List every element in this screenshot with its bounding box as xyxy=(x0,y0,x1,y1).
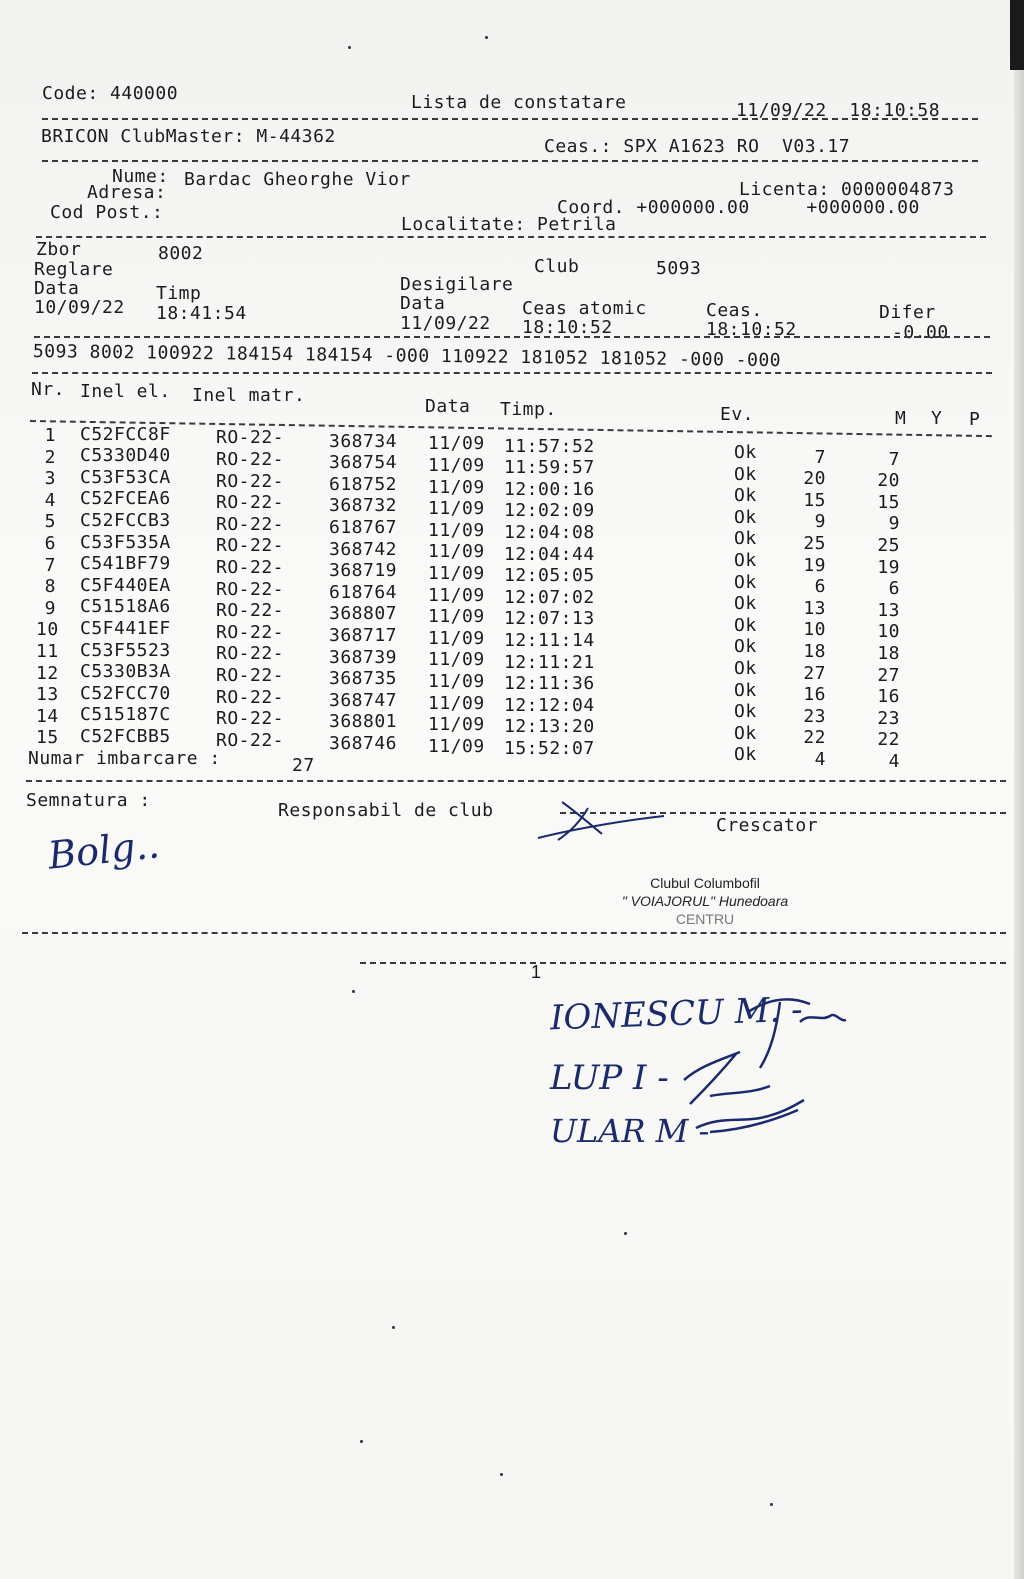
stamp-line-1: Clubul Columbofil xyxy=(650,875,760,891)
cell-y: 22 xyxy=(877,729,900,751)
cell-el: C53F5523 xyxy=(80,639,171,661)
cell-y: 23 xyxy=(877,707,900,729)
cell-nr: 12 xyxy=(36,662,59,684)
cell-data: 11/09 xyxy=(428,692,485,714)
cell-timp: 12:11:36 xyxy=(504,673,595,695)
cell-el: C52FCCB3 xyxy=(80,510,171,532)
cell-matr: 368801 xyxy=(329,711,398,733)
cell-pref: RO-22- xyxy=(216,665,285,687)
col-inel-el: Inel el. xyxy=(80,381,171,402)
cell-ev: Ok xyxy=(734,441,757,463)
cell-ev: Ok xyxy=(734,485,757,507)
cell-nr: 5 xyxy=(44,511,56,533)
cell-matr: 368717 xyxy=(329,625,398,647)
cell-data: 11/09 xyxy=(428,563,485,584)
cell-timp: 11:59:57 xyxy=(504,457,595,479)
cell-data: 11/09 xyxy=(428,606,485,628)
cell-m: 13 xyxy=(803,597,826,619)
speck xyxy=(770,1503,773,1506)
scan-corner xyxy=(1010,0,1024,70)
cell-pref: RO-22- xyxy=(216,470,285,492)
cell-data: 11/09 xyxy=(428,476,485,498)
cell-pref: RO-22- xyxy=(216,729,285,751)
cell-pref: RO-22- xyxy=(216,492,285,514)
cell-nr: 15 xyxy=(36,727,59,749)
cell-y: 18 xyxy=(877,643,900,665)
cell-el: C515187C xyxy=(80,704,171,726)
cell-matr: 618752 xyxy=(329,473,398,495)
speck xyxy=(352,990,355,993)
speck xyxy=(392,1326,395,1329)
col-ev: Ev. xyxy=(720,404,755,425)
cell-data: 11/09 xyxy=(428,498,485,520)
flight-number: 8002 xyxy=(158,243,204,264)
cell-el: C5330D40 xyxy=(80,445,171,467)
cell-y: 27 xyxy=(877,664,900,686)
club-number: 5093 xyxy=(656,258,702,279)
cell-ev: Ok xyxy=(734,679,757,701)
cell-pref: RO-22- xyxy=(216,535,285,557)
cell-timp: 12:11:21 xyxy=(504,651,595,673)
cell-y: 20 xyxy=(877,470,900,492)
col-data: Data xyxy=(425,396,471,417)
divider xyxy=(26,780,1006,782)
atomic-clock-label: Ceas atomic xyxy=(522,298,647,319)
club-stamp xyxy=(590,874,820,928)
clock-id: Ceas.: SPX A1623 RO V03.17 xyxy=(544,136,851,157)
cell-ev: Ok xyxy=(734,593,757,615)
signature-label: Semnatura : xyxy=(26,790,151,811)
cell-ev: Ok xyxy=(734,636,757,658)
handwritten-line-3: ULAR M - xyxy=(550,1112,710,1150)
cell-data: 11/09 xyxy=(428,714,485,736)
cell-timp: 11:57:52 xyxy=(504,435,595,457)
cell-el: C541BF79 xyxy=(80,553,171,575)
cell-nr: 7 xyxy=(44,554,56,576)
code-label: Code: 440000 xyxy=(42,83,179,104)
difference-value: -0.00 xyxy=(892,322,949,343)
cell-timp: 12:11:14 xyxy=(504,629,595,651)
flight-label: Zbor xyxy=(36,239,82,260)
cell-pref: RO-22- xyxy=(216,643,285,665)
reglare-time: 18:41:54 xyxy=(156,303,247,324)
cell-matr: 618764 xyxy=(329,581,398,603)
difference-label: Difer xyxy=(879,302,936,323)
cell-nr: 8 xyxy=(44,576,56,598)
speck xyxy=(624,1232,627,1235)
cell-el: C5330B3A xyxy=(80,661,171,683)
license-number: Licenta: 0000004873 xyxy=(739,179,955,200)
cell-nr: 10 xyxy=(36,619,59,641)
club-signature-scribble xyxy=(528,798,668,844)
cell-matr: 368742 xyxy=(329,538,398,560)
desig-data-label: Data xyxy=(400,293,446,314)
handwritten-line-2: LUP I - xyxy=(550,1058,669,1098)
cell-data: 11/09 xyxy=(428,671,485,692)
reglare-date: 10/09/22 xyxy=(34,297,125,318)
col-nr: Nr. xyxy=(31,379,66,400)
cell-nr: 1 xyxy=(44,425,56,446)
club-label: Club xyxy=(534,256,580,277)
cell-ev: Ok xyxy=(734,571,757,593)
cell-matr: 368719 xyxy=(329,560,398,582)
cell-el: C5F441EF xyxy=(80,618,171,640)
page-number: 1 xyxy=(531,962,542,982)
cell-pref: RO-22- xyxy=(216,427,285,449)
handwritten-scribble-3 xyxy=(690,1092,810,1142)
cell-matr: 618767 xyxy=(329,517,398,539)
divider xyxy=(42,160,978,162)
address-label: Adresa: xyxy=(87,182,167,203)
postal-code-label: Cod Post.: xyxy=(50,202,164,223)
cell-el: C52FCBB5 xyxy=(80,726,171,748)
cell-ev: Ok xyxy=(734,614,757,636)
cell-ev: Ok xyxy=(734,722,757,744)
cell-matr: 368735 xyxy=(329,668,398,690)
cell-y: 15 xyxy=(877,491,900,513)
breeder-label: Crescator xyxy=(716,815,819,836)
col-m: M xyxy=(895,408,907,429)
cell-nr: 6 xyxy=(44,533,56,554)
cell-timp: 12:04:44 xyxy=(504,543,595,565)
reglare-data-label: Data xyxy=(34,278,80,299)
cell-nr: 13 xyxy=(36,684,59,706)
paper-edge xyxy=(1014,0,1024,1579)
clock-label: Ceas. xyxy=(706,300,763,321)
cell-pref: RO-22- xyxy=(216,513,285,535)
cell-m: 4 xyxy=(814,748,826,770)
coordinates: Coord. +000000.00 +000000.00 xyxy=(557,197,920,218)
cell-ev: Ok xyxy=(734,701,757,723)
speck xyxy=(500,1473,503,1476)
cell-matr: 368734 xyxy=(329,430,398,452)
cell-pref: RO-22- xyxy=(216,621,285,643)
cell-y: 16 xyxy=(877,686,900,708)
cell-matr: 368754 xyxy=(329,452,398,474)
cell-nr: 4 xyxy=(44,489,56,511)
cell-matr: 368746 xyxy=(329,733,398,755)
clubmaster-id: BRICON ClubMaster: M-44362 xyxy=(41,126,336,147)
desigilare-label: Desigilare xyxy=(400,274,514,295)
cell-data: 11/09 xyxy=(428,649,485,671)
imbarcare-label: Numar imbarcare : xyxy=(28,748,221,769)
cell-timp: 12:13:20 xyxy=(504,716,595,738)
owner-name: Bardac Gheorghe Vior xyxy=(184,169,411,190)
cell-nr: 2 xyxy=(44,446,56,468)
name-label: Nume: xyxy=(112,166,169,187)
col-timp: Timp. xyxy=(500,399,557,420)
cell-ev: Ok xyxy=(734,744,757,766)
cell-timp: 12:00:16 xyxy=(504,478,595,500)
cell-ev: Ok xyxy=(734,528,757,550)
club-responsible-label: Responsabil de club xyxy=(278,800,494,821)
divider xyxy=(34,336,990,338)
cell-y: 4 xyxy=(888,751,900,773)
cell-timp: 12:07:02 xyxy=(504,586,595,608)
cell-data: 11/09 xyxy=(428,433,485,455)
cell-timp: 12:12:04 xyxy=(504,694,595,716)
divider xyxy=(22,932,1006,934)
handwritten-line-1: IONESCU M. - xyxy=(549,989,804,1039)
cell-pref: RO-22- xyxy=(216,557,285,579)
speck xyxy=(360,1440,363,1443)
cell-pref: RO-22- xyxy=(216,449,285,471)
cell-el: C5F440EA xyxy=(80,574,171,596)
cell-m: 15 xyxy=(803,489,826,511)
cell-m: 23 xyxy=(803,705,826,727)
cell-nr: 11 xyxy=(36,641,59,662)
cell-m: 18 xyxy=(803,640,826,662)
cell-el: C52FCC70 xyxy=(80,682,171,704)
print-datetime: 11/09/22 18:10:58 xyxy=(736,100,941,121)
cell-matr: 368739 xyxy=(329,646,398,668)
stamp-line-3: CENTRU xyxy=(675,911,735,927)
cell-ev: Ok xyxy=(734,506,757,528)
divider xyxy=(32,372,992,374)
atomic-clock-time: 18:10:52 xyxy=(522,317,613,338)
cell-el: C52FCEA6 xyxy=(80,488,171,510)
cell-m: 22 xyxy=(803,727,826,749)
cell-data: 11/09 xyxy=(428,627,485,649)
clock-time: 18:10:52 xyxy=(706,319,797,340)
cell-y: 19 xyxy=(877,556,900,578)
cell-timp: 12:05:05 xyxy=(504,565,595,587)
cell-timp: 15:52:07 xyxy=(504,737,595,759)
imbarcare-value: 27 xyxy=(292,755,315,776)
code-line: 5093 8002 100922 184154 184154 -000 110922 181052 181052 -000 -000 xyxy=(32,341,782,372)
cell-timp: 12:07:13 xyxy=(504,608,595,630)
speck xyxy=(348,46,351,49)
owner-signature: Bolg.. xyxy=(46,822,162,878)
document-title: Lista de constatare xyxy=(411,92,627,113)
divider xyxy=(42,118,978,120)
cell-y: 9 xyxy=(888,513,900,535)
cell-matr: 368807 xyxy=(329,603,398,625)
cell-pref: RO-22- xyxy=(216,600,285,622)
cell-pref: RO-22- xyxy=(216,578,285,600)
cell-ev: Ok xyxy=(734,549,757,571)
cell-timp: 12:04:08 xyxy=(504,521,595,543)
reglare-time-label: Timp xyxy=(156,283,202,304)
cell-el: C53F53CA xyxy=(80,466,171,488)
cell-data: 11/09 xyxy=(428,735,485,757)
cell-m: 9 xyxy=(814,511,826,533)
cell-pref: RO-22- xyxy=(216,708,285,730)
cell-m: 25 xyxy=(803,532,826,554)
cell-matr: 368747 xyxy=(329,689,398,711)
reglare-label: Reglare xyxy=(34,259,114,280)
cell-m: 16 xyxy=(803,684,826,706)
cell-m: 7 xyxy=(814,446,826,468)
cell-m: 20 xyxy=(803,468,826,490)
stamp-line-2: " VOIAJORUL" Hunedoara xyxy=(621,893,789,909)
col-y: Y xyxy=(931,408,943,429)
cell-m: 6 xyxy=(814,576,826,598)
cell-data: 11/09 xyxy=(428,584,485,606)
cell-nr: 3 xyxy=(44,468,56,490)
cell-data: 11/09 xyxy=(428,455,485,476)
cell-el: C51518A6 xyxy=(80,596,171,618)
divider xyxy=(360,962,1006,964)
cell-y: 6 xyxy=(888,578,900,600)
cell-pref: RO-22- xyxy=(216,686,285,708)
cell-ev: Ok xyxy=(734,657,757,679)
col-inel-matr: Inel matr. xyxy=(192,385,306,406)
desig-date: 11/09/22 xyxy=(400,313,491,334)
cell-matr: 368732 xyxy=(329,495,398,517)
cell-y: 7 xyxy=(888,448,900,470)
cell-m: 27 xyxy=(803,662,826,684)
divider xyxy=(36,236,986,238)
cell-data: 11/09 xyxy=(428,519,485,541)
cell-el: C52FCC8F xyxy=(80,423,171,445)
cell-ev: Ok xyxy=(734,463,757,485)
cell-y: 10 xyxy=(877,621,900,643)
col-p: P xyxy=(969,409,981,430)
cell-nr: 9 xyxy=(44,597,56,619)
cell-nr: 14 xyxy=(36,705,59,727)
cell-m: 19 xyxy=(803,554,826,576)
speck xyxy=(485,36,488,39)
cell-m: 10 xyxy=(803,619,826,641)
cell-y: 13 xyxy=(877,599,900,621)
locality: Localitate: Petrila xyxy=(401,214,617,235)
cell-y: 25 xyxy=(877,535,900,557)
cell-el: C53F535A xyxy=(80,531,171,553)
cell-timp: 12:02:09 xyxy=(504,500,595,522)
cell-data: 11/09 xyxy=(428,541,485,563)
